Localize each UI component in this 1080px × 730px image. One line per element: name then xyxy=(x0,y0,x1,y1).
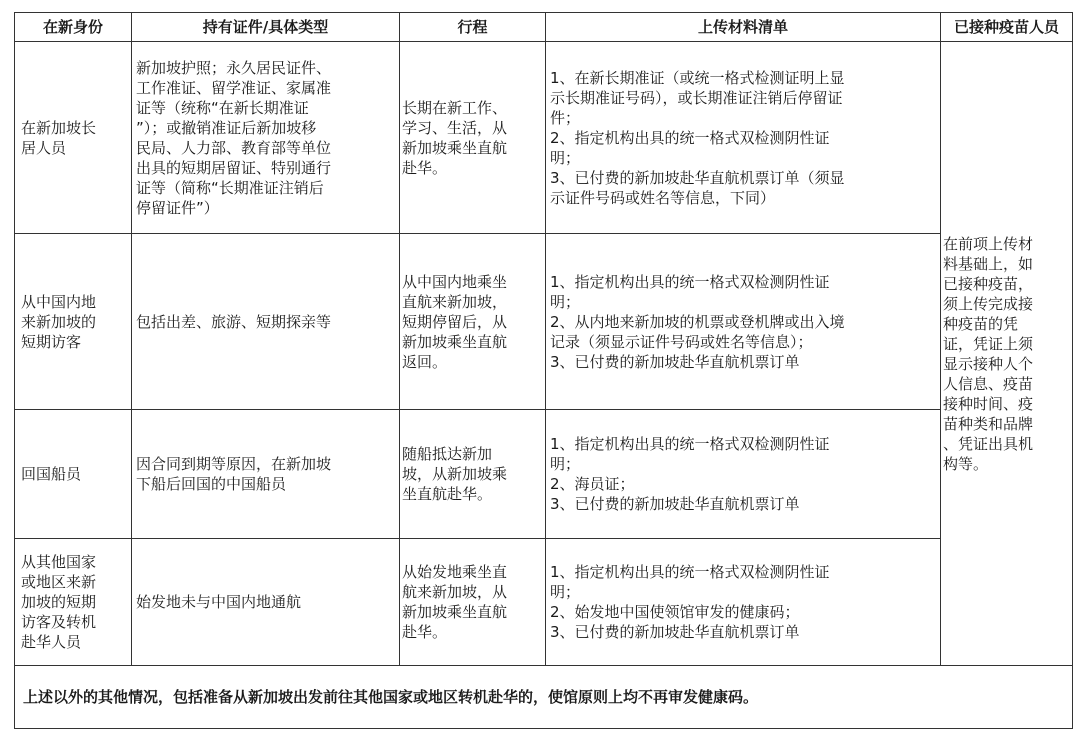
cell-line: 工作准证、留学准证、家属准 xyxy=(136,78,332,97)
cell-line: 已接种疫苗， xyxy=(943,274,1034,293)
cell-line: 接种时间、疫 xyxy=(943,394,1034,413)
identity-cell xyxy=(15,539,132,666)
cell-line: 、凭证出具机 xyxy=(943,434,1034,453)
cell-line: 出具的短期居留证、特别通行 xyxy=(136,158,332,177)
cell-line: 从其他国家 xyxy=(21,553,97,571)
cell-line: 构等。 xyxy=(943,454,989,473)
cell-line: 因合同到期等原因，在新加坡 xyxy=(136,455,332,473)
cell-line: 示证件号码或姓名等信息，下同） xyxy=(550,188,776,207)
cell-line: 航来新加坡，从 xyxy=(402,583,508,601)
cell-line: 示长期准证号码），或长期准证注销后停留证 xyxy=(550,88,843,107)
cell-line: 学习、生活，从 xyxy=(402,118,508,137)
cell-line: 苗种类和品牌 xyxy=(943,414,1034,433)
cell-line: 长期在新工作、 xyxy=(402,98,508,117)
cell-line: 包括出差、旅游、短期探亲等 xyxy=(136,312,332,331)
table-row xyxy=(15,42,1073,234)
cell-line: ”）；或撤销准证后新加坡移 xyxy=(136,118,317,137)
cell-line: 显示接种人个 xyxy=(943,354,1034,373)
cell-line: 来新加坡的 xyxy=(21,312,97,331)
header-identity: 在新身份 xyxy=(15,13,132,42)
itinerary-cell xyxy=(400,234,546,410)
materials-cell xyxy=(546,234,941,410)
cell-line: 3、已付费的新加坡赴华直航机票订单 xyxy=(550,352,800,371)
cell-line: 新加坡乘坐直航 xyxy=(402,332,508,351)
documents-cell xyxy=(132,234,400,410)
cell-line: 坡，从新加坡乘 xyxy=(402,465,508,483)
header-documents: 持有证件/具体类型 xyxy=(132,13,400,42)
cell-line: 赴华人员 xyxy=(21,633,82,651)
cell-line: 2、从内地来新加坡的机票或登机牌或出入境 xyxy=(550,312,845,331)
cell-line: 从始发地乘坐直 xyxy=(402,563,508,581)
itinerary-cell xyxy=(400,410,546,539)
cell-line: 证等（简称“长期准证注销后 xyxy=(136,178,324,197)
cell-line: 访客及转机 xyxy=(21,613,97,631)
cell-line: 1、指定机构出具的统一格式双检测阴性证 xyxy=(550,272,830,291)
cell-line: 新加坡乘坐直航 xyxy=(402,138,508,157)
cell-line: 2、海员证； xyxy=(550,475,635,493)
header-materials: 上传材料清单 xyxy=(546,13,941,42)
cell-line: 件； xyxy=(550,108,581,127)
cell-line: 加坡的短期 xyxy=(21,593,97,611)
cell-line: 明； xyxy=(550,583,581,601)
cell-line: 料基础上，如 xyxy=(943,254,1034,273)
cell-line: 居人员 xyxy=(21,138,67,157)
cell-line: 3、已付费的新加坡赴华直航机票订单（须显 xyxy=(550,168,845,187)
cell-line: 明； xyxy=(550,292,581,311)
cell-line: 短期访客 xyxy=(21,332,82,351)
cell-line: 须上传完成接 xyxy=(943,294,1034,313)
cell-line: 3、已付费的新加坡赴华直航机票订单 xyxy=(550,623,800,641)
identity-cell xyxy=(15,234,132,410)
footer-note: 上述以外的其他情况，包括准备从新加坡出发前往其他国家或地区转机赴华的，使馆原则上均不再审发健康码。 xyxy=(15,666,1073,729)
cell-line: 证等（统称“在新长期准证 xyxy=(136,98,309,117)
cell-line: 回国船员 xyxy=(21,465,82,483)
cell-line: 赴华。 xyxy=(402,158,448,177)
documents-cell xyxy=(132,410,400,539)
cell-line: 始发地未与中国内地通航 xyxy=(136,593,302,611)
cell-line: 记录（须显示证件号码或姓名等信息）； xyxy=(550,332,813,351)
cell-line: 下船后回国的中国船员 xyxy=(136,475,287,493)
documents-cell xyxy=(132,539,400,666)
cell-line: 坐直航赴华。 xyxy=(402,485,493,503)
identity-cell xyxy=(15,410,132,539)
cell-line: 或地区来新 xyxy=(21,573,97,591)
header-row xyxy=(15,13,1073,42)
cell-line: 3、已付费的新加坡赴华直航机票订单 xyxy=(550,495,800,513)
table-row xyxy=(15,539,1073,666)
cell-line: 新加坡护照；永久居民证件、 xyxy=(136,58,332,77)
cell-line: 1、指定机构出具的统一格式双检测阴性证 xyxy=(550,435,830,453)
materials-cell xyxy=(546,410,941,539)
cell-line: 停留证件”） xyxy=(136,198,219,217)
cell-line: 新加坡乘坐直航 xyxy=(402,603,508,621)
cell-line: 从中国内地乘坐 xyxy=(402,272,508,291)
cell-line: 在前项上传材 xyxy=(943,234,1034,253)
materials-cell xyxy=(546,539,941,666)
cell-line: 民局、人力部、教育部等单位 xyxy=(136,138,332,157)
table-row xyxy=(15,234,1073,410)
cell-line: 种疫苗的凭 xyxy=(943,314,1019,333)
cell-line: 在新加坡长 xyxy=(21,118,97,137)
identity-cell xyxy=(15,42,132,234)
header-itinerary: 行程 xyxy=(400,13,546,42)
cell-line: 证，凭证上须 xyxy=(943,334,1034,353)
cell-line: 1、在新长期准证（或统一格式检测证明上显 xyxy=(550,68,845,87)
cell-line: 直航来新加坡， xyxy=(402,292,508,311)
cell-line: 返回。 xyxy=(402,352,448,371)
cell-line: 短期停留后，从 xyxy=(402,312,508,331)
cell-line: 明； xyxy=(550,148,581,167)
cell-line: 人信息、疫苗 xyxy=(943,374,1034,393)
footer-row xyxy=(15,666,1073,729)
materials-cell xyxy=(546,42,941,234)
cell-line: 从中国内地 xyxy=(21,292,97,311)
cell-line: 随船抵达新加 xyxy=(402,445,493,463)
cell-line: 2、始发地中国使领馆审发的健康码； xyxy=(550,603,800,621)
itinerary-cell xyxy=(400,42,546,234)
table-row xyxy=(15,410,1073,539)
cell-line: 1、指定机构出具的统一格式双检测阴性证 xyxy=(550,563,830,581)
itinerary-cell xyxy=(400,539,546,666)
cell-line: 赴华。 xyxy=(402,623,448,641)
header-vaccinated: 已接种疫苗人员 xyxy=(941,13,1073,42)
vaccinated-cell xyxy=(941,42,1073,666)
cell-line: 2、指定机构出具的统一格式双检测阴性证 xyxy=(550,128,830,147)
cell-line: 明； xyxy=(550,455,581,473)
documents-cell xyxy=(132,42,400,234)
health-code-requirements-table xyxy=(14,12,1073,729)
